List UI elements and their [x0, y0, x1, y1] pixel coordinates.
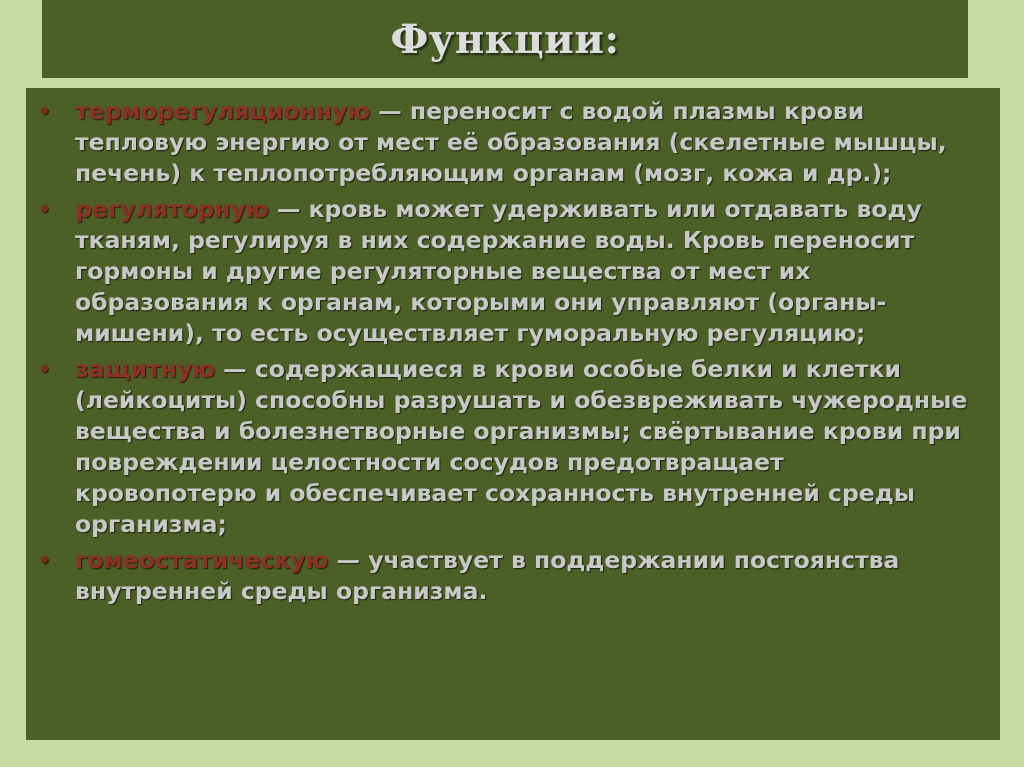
title-panel: [42, 0, 968, 78]
function-term: терморегуляционную: [75, 97, 371, 125]
list-item: [38, 545, 970, 607]
functions-list: [26, 88, 1000, 607]
list-item: [38, 354, 970, 540]
bullet-icon: •: [38, 548, 51, 572]
function-description: — кровь может удерживать или отдавать воду тканям, регулируя в них содержание воды. Кровь переносит гормоны и другие регуляторные вещества от мест их образования к органам, которыми они управляют (органы-мишени), то есть осуществляет гуморальную регуляцию;: [75, 195, 922, 347]
list-item: [38, 96, 970, 189]
slide-title: Функции:: [390, 15, 620, 63]
function-term: защитную: [75, 355, 215, 383]
list-item: [38, 194, 970, 349]
bullet-icon: •: [38, 357, 51, 381]
function-description: — участвует в поддержании постоянства внутренней среды организма.: [75, 546, 900, 605]
bullet-icon: •: [38, 99, 51, 123]
function-term: гомеостатическую: [75, 546, 329, 574]
function-description: — переносит с водой плазмы крови тепловую энергию от мест её образования (скелетные мышцы, печень) к теплопотребляющим органам (мозг, кожа и др.);: [75, 97, 947, 187]
function-term: регуляторную: [75, 195, 269, 223]
content-panel: [26, 88, 1000, 740]
function-description: — содержащиеся в крови особые белки и клетки (лейкоциты) способны разрушать и обезвреживать чужеродные вещества и болезнетворные организмы; свёртывание крови при повреждении целостности сосудов предотвращает кровопотерю и обеспечивает сохранность внутренней среды организма;: [75, 355, 968, 538]
bullet-icon: •: [38, 197, 51, 221]
